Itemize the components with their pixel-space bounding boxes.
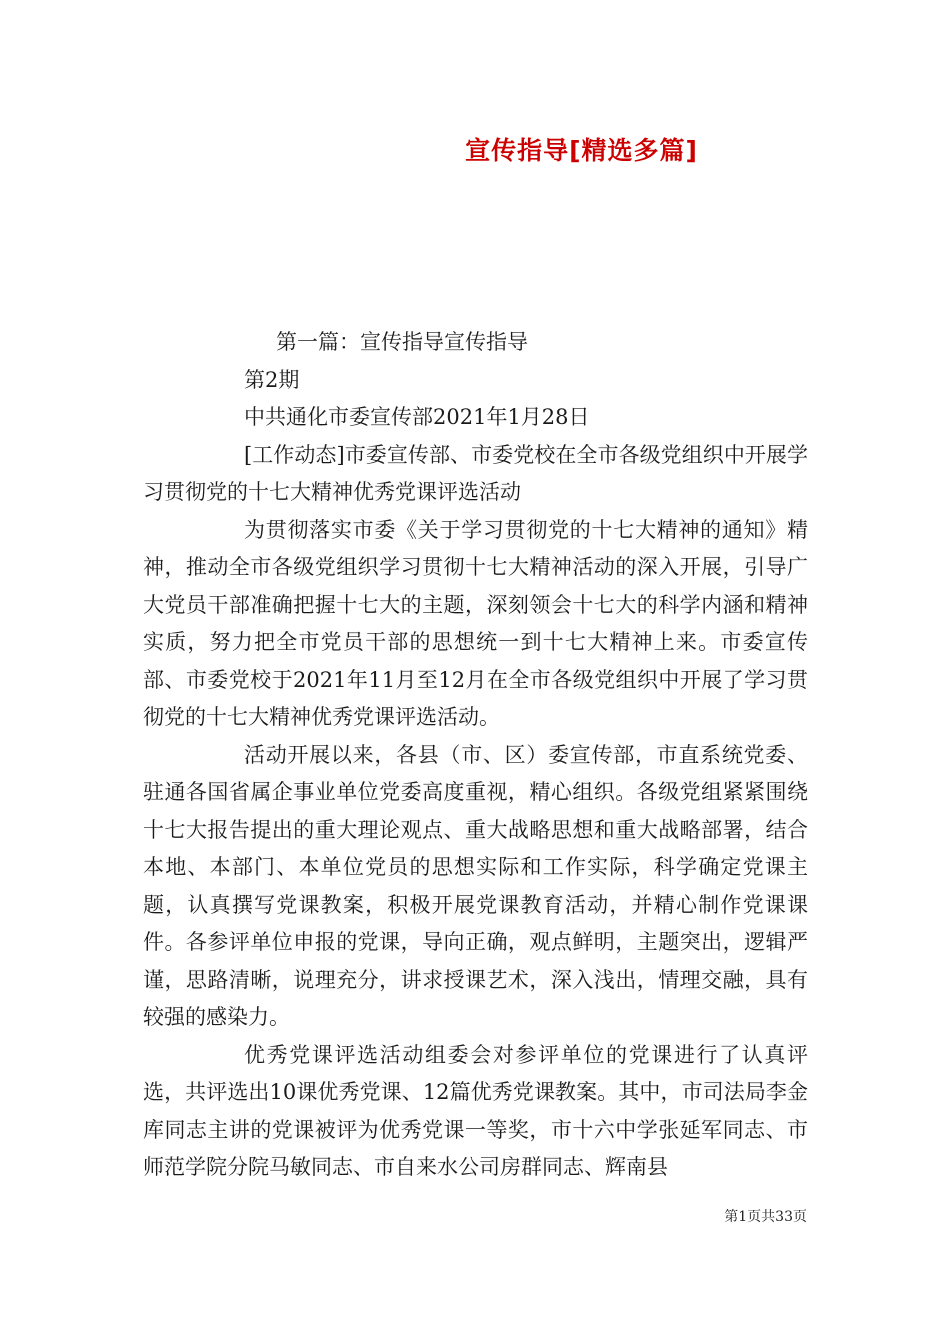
document-title: 宣传指导[精选多篇] (465, 136, 698, 165)
issuer-date: 中共通化市委宣传部2021年1月28日 (244, 405, 590, 429)
page-number: 第1页共33页 (724, 1209, 807, 1225)
paragraph: 活动开展以来，各县（市、区）委宣传部，市直系统党委、驻通各国省属企事业单位党委高度重视，精心组织。各级党组紧紧围绕十七大报告提出的重大理论观点、重大战略思想和重大战略部署，结合本地、本部门、本单位党员的思想实际和工作实际，科学确定党课主题，认真撰写党课教案，积极开展党课教育活动，并精心制作党课课件。各参评单位申报的党课，导向正确，观点鲜明，主题突出，逻辑严谨，思路清晰，说理充分，讲求授课艺术，深入浅出，情理交融，具有较强的感染力。 (143, 742, 808, 1029)
paragraph: 优秀党课评选活动组委会对参评单位的党课进行了认真评选，共评选出10课优秀党课、12篇优秀党课教案。其中，市司法局李金库同志主讲的党课被评为优秀党课一等奖，市十六中学张延军同志、市师范学院分院马敏同志、市自来水公司房群同志、辉南县 (143, 1042, 808, 1179)
paragraph: [工作动态]市委宣传部、市委党校在全市各级党组织中开展学习贯彻党的十七大精神优秀党课评选活动 (143, 442, 808, 504)
paragraph: 为贯彻落实市委《关于学习贯彻党的十七大精神的通知》精神，推动全市各级党组织学习贯彻十七大精神活动的深入开展，引导广大党员干部准确把握十七大的主题，深刻领会十七大的科学内涵和精神实质，努力把全市党员干部的思想统一到十七大精神上来。市委宣传部、市委党校于2021年11月至12月在全市各级党组织中开展了学习贯彻党的十七大精神优秀党课评选活动。 (143, 517, 808, 729)
document-body (143, 324, 808, 1187)
issue-number: 第2期 (244, 367, 300, 392)
section-heading: 第一篇：宣传指导宣传指导 (276, 330, 528, 354)
